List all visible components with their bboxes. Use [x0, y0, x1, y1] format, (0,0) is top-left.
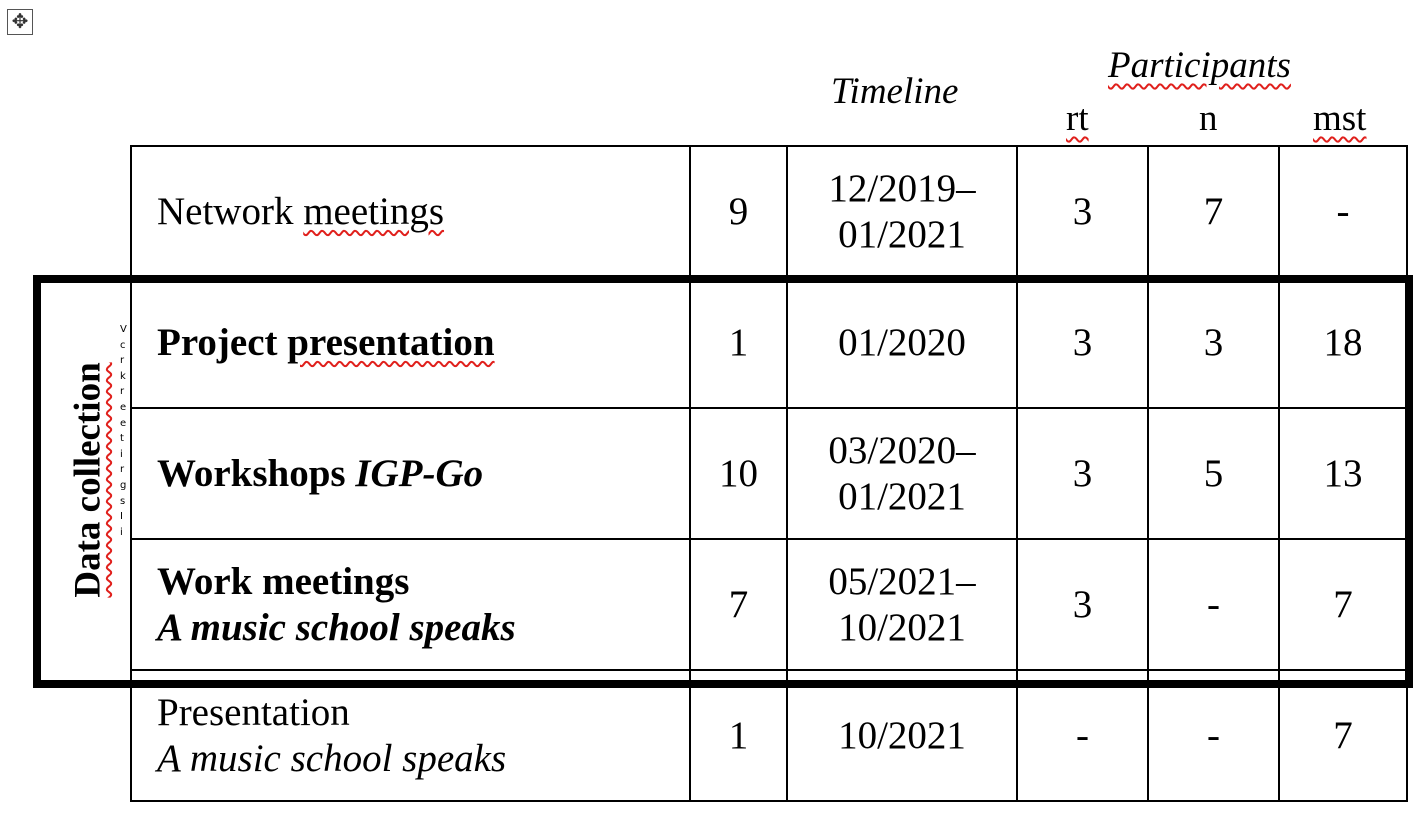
rt-cell[interactable]: 3	[1017, 408, 1148, 539]
rt-cell[interactable]: 3	[1017, 146, 1148, 277]
timeline-cell[interactable]: 03/2020– 01/2021	[787, 408, 1017, 539]
timeline-cell[interactable]: 10/2021	[787, 670, 1017, 801]
count-cell[interactable]: 9	[690, 146, 787, 277]
table-move-handle-icon[interactable]: ✥	[7, 9, 33, 35]
count-cell[interactable]: 10	[690, 408, 787, 539]
activity-cell[interactable]: Work meetings A music school speaks	[131, 539, 690, 670]
count-cell[interactable]: 1	[690, 670, 787, 801]
timeline-cell[interactable]: 01/2020	[787, 277, 1017, 408]
data-collection-label: Data collection	[67, 362, 109, 598]
header-rt: rt	[1066, 98, 1089, 139]
count-cell[interactable]: 7	[690, 539, 787, 670]
n-cell[interactable]: -	[1148, 670, 1279, 801]
mst-cell[interactable]: -	[1279, 146, 1407, 277]
n-cell[interactable]: -	[1148, 539, 1279, 670]
n-cell[interactable]: 5	[1148, 408, 1279, 539]
rt-cell[interactable]: -	[1017, 670, 1148, 801]
rt-cell[interactable]: 3	[1017, 277, 1148, 408]
table-row	[131, 539, 1407, 670]
mst-cell[interactable]: 7	[1279, 539, 1407, 670]
table-row	[131, 408, 1407, 539]
table-row	[131, 146, 1407, 277]
header-n: n	[1199, 98, 1218, 139]
mst-cell[interactable]: 18	[1279, 277, 1407, 408]
n-cell[interactable]: 7	[1148, 146, 1279, 277]
activity-cell[interactable]: Workshops IGP-Go	[131, 408, 690, 539]
activity-cell[interactable]: Presentation A music school speaks	[131, 670, 690, 801]
mst-cell[interactable]: 13	[1279, 408, 1407, 539]
activity-cell[interactable]: Network meetings	[131, 146, 690, 277]
table-row	[131, 277, 1407, 408]
header-timeline: Timeline	[831, 71, 959, 112]
timeline-cell[interactable]: 12/2019– 01/2021	[787, 146, 1017, 277]
activities-table	[130, 145, 1408, 802]
mst-cell[interactable]: 7	[1279, 670, 1407, 801]
header-mst: mst	[1313, 98, 1367, 139]
count-cell[interactable]: 1	[690, 277, 787, 408]
clipped-column-text: V c r k r e e t i r g s I i	[120, 324, 127, 538]
timeline-cell[interactable]: 05/2021– 10/2021	[787, 539, 1017, 670]
header-participants: Participants	[1108, 45, 1291, 86]
rt-cell[interactable]: 3	[1017, 539, 1148, 670]
table-row	[131, 670, 1407, 801]
activity-cell[interactable]: Project presentation	[131, 277, 690, 408]
n-cell[interactable]: 3	[1148, 277, 1279, 408]
